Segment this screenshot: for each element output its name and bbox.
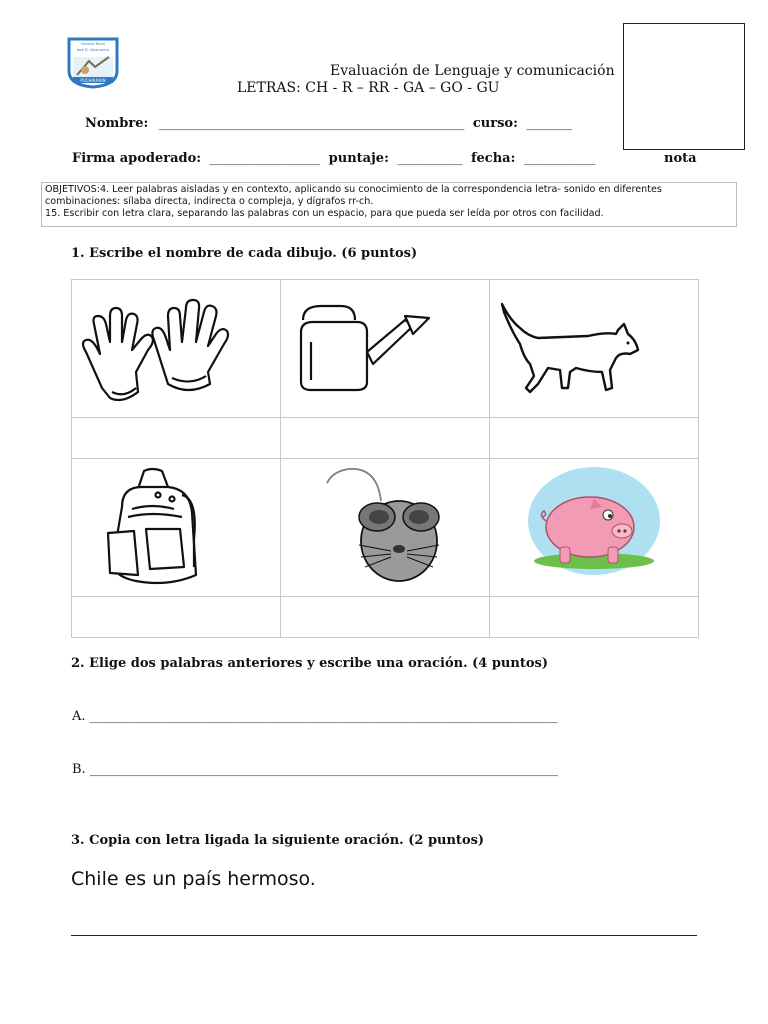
page-title: Evaluación de Lenguaje y comunicación — [330, 63, 615, 79]
curso-label: curso: — [472, 116, 518, 131]
answer-cell[interactable] — [490, 418, 699, 459]
logo-text-bottom: PUCHAURAN — [80, 78, 106, 83]
answer-cell[interactable] — [281, 418, 490, 459]
picture-cell — [490, 280, 699, 418]
cat-icon — [490, 280, 698, 417]
objective-line-1: OBJETIVOS:4. Leer palabras aisladas y en contexto, aplicando su conocimiento de la correspondencia letra- sonido en diferentes — [45, 184, 662, 195]
objective-line-2: combinaciones: sílaba directa, indirecta o compleja, y dígrafos rr-ch. — [45, 196, 374, 208]
answer-line-b[interactable]: B. ________________________________________________________________________ — [72, 762, 558, 777]
answer-line-a[interactable]: A. ________________________________________________________________________ — [72, 709, 558, 724]
answer-cell[interactable] — [281, 597, 490, 638]
grade-box[interactable] — [623, 23, 745, 150]
firma-field[interactable]: _________________ — [209, 151, 321, 166]
question-3-prompt: 3. Copia con letra ligada la siguiente oración. (2 puntos) — [71, 833, 485, 848]
objective-line-3: 15. Escribir con letra clara, separando las palabras con un espacio, para que pueda ser leída por otros con facilidad. — [45, 208, 604, 220]
picture-cell — [281, 459, 490, 597]
fecha-field[interactable]: ___________ — [523, 151, 596, 166]
answer-cell[interactable] — [72, 418, 281, 459]
puntaje-field[interactable]: __________ — [397, 151, 463, 166]
curso-field[interactable]: _______ — [526, 116, 572, 131]
logo-text-top: Escuela Rural — [81, 42, 105, 46]
gloves-icon — [72, 280, 280, 417]
mouse-icon — [281, 459, 489, 596]
picture-cell — [281, 280, 490, 418]
pig-icon — [490, 459, 698, 596]
answer-cell[interactable] — [72, 597, 281, 638]
answer-cell[interactable] — [490, 597, 699, 638]
backpack-icon — [72, 459, 280, 596]
picture-cell — [72, 459, 281, 597]
question-1-prompt: 1. Escribe el nombre de cada dibujo. (6 puntos) — [71, 246, 418, 261]
watering-can-icon — [281, 280, 489, 417]
model-sentence: Chile es un país hermoso. — [71, 868, 316, 890]
logo-text-mid: José D. Salamanca — [76, 48, 110, 52]
firma-label: Firma apoderado: — [72, 151, 202, 166]
objectives-box — [41, 182, 737, 227]
nota-label: nota — [664, 151, 697, 166]
nombre-label: Nombre: — [85, 116, 149, 131]
picture-table — [71, 279, 699, 638]
question-2-prompt: 2. Elige dos palabras anteriores y escribe una oración. (4 puntos) — [71, 656, 548, 671]
puntaje-label: puntaje: — [328, 151, 389, 166]
school-logo — [67, 37, 119, 89]
picture-cell — [490, 459, 699, 597]
picture-cell — [72, 280, 281, 418]
page-subtitle: LETRAS: CH - R – RR - GA – GO - GU — [237, 80, 500, 96]
fecha-label: fecha: — [470, 151, 516, 166]
firma-row — [72, 151, 595, 166]
copy-line[interactable] — [71, 935, 697, 936]
nombre-row — [85, 116, 572, 131]
nombre-field[interactable]: _______________________________________________ — [158, 116, 465, 131]
